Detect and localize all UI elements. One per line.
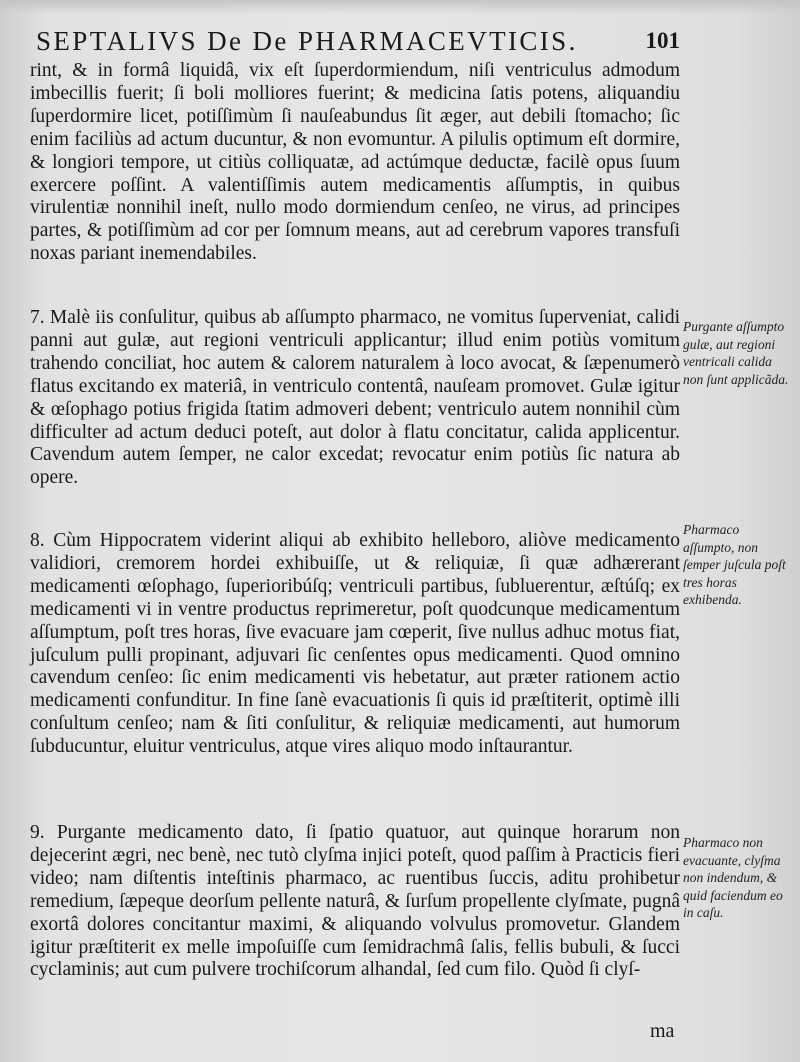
paragraph-9: 9. Purgante medicamento dato, ſi ſpatio quatuor, aut quinque horarum non dejecerint ægri, nec benè, nec tutò clyſma injici poteſt, quod paſſim à Practicis fieri video; nam diſtentis inteſtinis pharmaco, ac ruentibus ſuccis, aditu prohibetur remedium, ſæpeque deorſum pellente naturâ, & ſurſum propellente clyſmate, pugnâ exortâ dolores concitantur maximi, & aliquando volvulus promovetur. Glandem igitur præſtiterit ex melle impoſuiſſe cum ſemidrachmâ ſalis, fellis bubuli, & ſucci cyclaminis; aut cum pulvere trochiſcorum alhandal, ſed cum filo. Quòd ſi clyſ- (30, 822, 680, 981)
paragraph-8: 8. Cùm Hippocratem viderint aliqui ab exhibito helleboro, aliòve medicamento validiori, cremorem hordei exhibuiſſe, ut & reliquiæ, ſi quæ adhærerant medicamenti œſophago, ſuperioribúſq; ventriculi partibus, ſubluerentur, æſtúſq; ex medicamenti vi in ventre productus reprimeretur, poſt quodcunque medicamentum aſſumptum, poſt tres horas, ſive evacuare jam cœperit, ſive nullus adhuc motus fiat, juſculum pulli propinant, adjuvari ſic cenſentes opus medicamenti. Quod omnino cavendum cenſeo: ſic enim medicamenti vis hebetatur, aut præter rationem actio medicamenti confunditur. In fine ſanè evacuationis ſi quis id præſtiterit, optimè illi conſultum cenſeo; nam & ſiti conſulitur, & reliquiæ medicamenti, aut humorum ſubducuntur, eluitur ventriculus, atque vires aliquo modo inſtaurantur. (30, 530, 680, 758)
paragraph-continuation: rint, & in formâ liquidâ, vix eſt ſuperdormiendum, niſi ventriculus admodum imbecillis fuerit; ſi boli molliores fuerint; & medicina ſatis potens, aliquandiu ſuperdormire licet, potiſſimùm ſi nauſeabundus ſit æger, aut debili ſtomacho; ſic enim faciliùs ad actum ducuntur, & non evomuntur. A pilulis optimum eſt dormire, & longiori tempore, ut citiùs colliquatæ, ad actúmque deductæ, facilè opus ſuum exercere poſſint. A valentiſſimis autem medicamentis aſſumptis, in quibus virulentiæ nonnihil ineſt, nullo modo dormiendum cenſeo, ne virus, ad principes partes, & potiſſimùm ad cor per ſomnum means, aut ad cerebrum vapores transfuſi noxas pariant inemendabiles. (30, 60, 680, 265)
running-title: SEPTALIVS De De PHARMACEVTICIS. (36, 26, 578, 56)
marginal-note-pharmaco-assumpto: Pharmaco aſſumpto, non ſemper juſcula poſt tres horas exhibenda. (683, 522, 786, 607)
marginal-note-purgante: Purgante aſſumpto gulæ, aut regioni ventricali calida non ſunt applicãda. (683, 319, 789, 387)
main-text (30, 60, 680, 1032)
catchword: ma (650, 1020, 675, 1042)
marginal-note-pharmaco-non-evacuante: Pharmaco non evacuante, clyſma non indendum, & quid faciendum eo in caſu. (683, 835, 783, 920)
paragraph-7: 7. Malè iis conſulitur, quibus ab aſſumpto pharmaco, ne vomitus ſuperveniat, calidi panni aut gulæ, aut regioni ventriculi applicantur; illud enim potiùs vomitum trahendo conciliat, hoc autem & calorem naturalem à loco avocat, & ſæpenumerò flatus excitando ex materiâ, in ventriculo contentâ, nauſeam promovet. Gulæ igitur & œſophago potius frigida ſtatim admoveri debent; ventriculo autem nonnihil cùm difficulter ad actum deduci poteſt, aut dolor à flatu concitatur, calida applicentur. Cavendum autem ſemper, ne calor excedat; revocatur enim potiùs ſic natura ab opere. (30, 307, 680, 489)
page-header (36, 26, 680, 60)
page-shadow-top (0, 0, 800, 14)
page-number: 101 (645, 28, 680, 53)
